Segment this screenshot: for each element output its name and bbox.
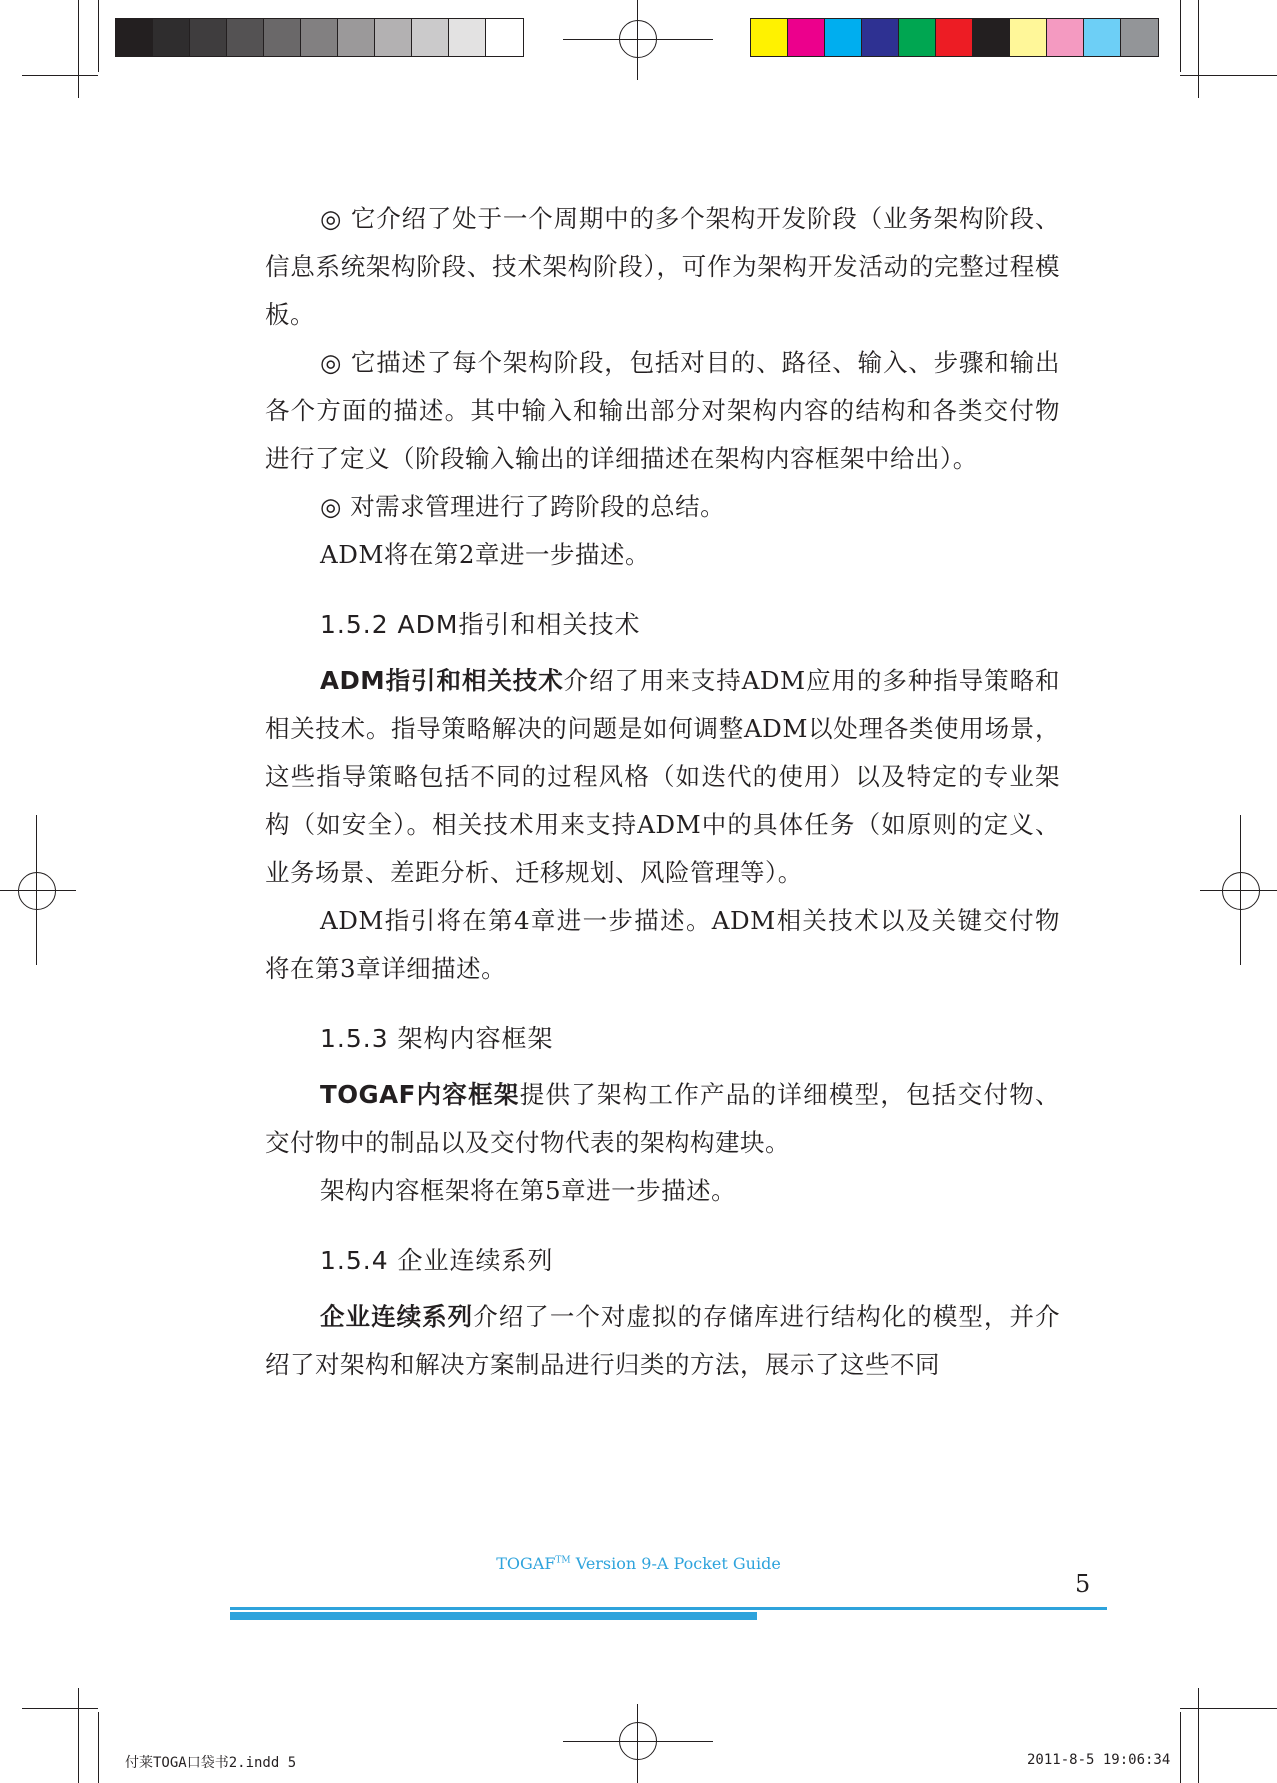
crop-mark (98, 0, 99, 72)
color-swatch (899, 19, 936, 56)
process-color-bar (750, 18, 1159, 57)
crop-mark (78, 0, 79, 98)
section-paragraph: 企业连续系列介绍了一个对虚拟的存储库进行结构化的模型，并介绍了对架构和解决方案制品进行归类的方法，展示了这些不同 (265, 1302, 1061, 1379)
color-swatch (412, 19, 449, 56)
registration-mark-top (563, 0, 713, 80)
grayscale-color-bar (115, 18, 524, 57)
color-swatch (973, 19, 1010, 56)
color-swatch (1047, 19, 1084, 56)
slug-file-info: 付莱TOGA口袋书2.indd 5 (125, 1755, 297, 1771)
bullet-paragraph: ◎ 它描述了每个架构阶段，包括对目的、路径、输入、步骤和输出各个方面的描述。其中输入和输出部分对架构内容的结构和各类交付物进行了定义（阶段输入输出的详细描述在架构内容框架中给出）。 (265, 348, 1060, 473)
color-swatch (862, 19, 899, 56)
crop-mark (22, 1708, 98, 1709)
color-swatch (936, 19, 973, 56)
color-swatch (190, 19, 227, 56)
adm-reference: ADM将在第2章进一步描述。 (320, 540, 651, 569)
slug-timestamp: 2011-8-5 19:06:34 (1027, 1752, 1171, 1768)
color-swatch (264, 19, 301, 56)
color-swatch (301, 19, 338, 56)
section-paragraph: TOGAF内容框架提供了架构工作产品的详细模型，包括交付物、交付物中的制品以及交付物代表的架构构建块。 (265, 1080, 1060, 1157)
crop-mark (1180, 1712, 1181, 1783)
color-swatch (338, 19, 375, 56)
color-swatch (825, 19, 862, 56)
color-swatch (153, 19, 190, 56)
color-swatch (1010, 19, 1047, 56)
color-swatch (486, 19, 523, 56)
bullet-paragraph: ◎ 它介绍了处于一个周期中的多个架构开发阶段（业务架构阶段、信息系统架构阶段、技术架构阶段），可作为架构开发活动的完整过程模板。 (265, 204, 1060, 329)
section-heading-1-5-2: 1.5.2 ADM指引和相关技术 (320, 610, 641, 639)
section-reference: ADM指引将在第4章进一步描述。ADM相关技术以及关键交付物将在第3章详细描述。 (265, 906, 1060, 983)
section-paragraph: ADM指引和相关技术介绍了用来支持ADM应用的多种指导策略和相关技术。指导策略解决的问题是如何调整ADM以处理各类使用场景，这些指导策略包括不同的过程风格（如迭代的使用）以及特定的专业架构（如安全）。相关技术用来支持ADM中的具体任务（如原则的定义、业务场景、差距分析、迁移规划、风险管理等）。 (265, 666, 1060, 887)
footer-rule (230, 1607, 1107, 1610)
lead-term: 企业连续系列 (320, 1302, 474, 1331)
color-swatch (751, 19, 788, 56)
footer-rule-thick (230, 1612, 757, 1620)
color-swatch (227, 19, 264, 56)
color-swatch (1121, 19, 1158, 56)
crop-mark (1180, 75, 1277, 76)
crop-mark (98, 1712, 99, 1783)
registration-mark-left (0, 815, 76, 965)
crop-mark (1180, 0, 1181, 72)
crop-mark (1198, 1688, 1199, 1783)
registration-mark-bottom (563, 1704, 713, 1783)
color-swatch (449, 19, 486, 56)
color-swatch (375, 19, 412, 56)
lead-term: TOGAF内容框架 (320, 1080, 520, 1109)
bullet-paragraph: ◎ 对需求管理进行了跨阶段的总结。 (320, 492, 726, 521)
registration-mark-right (1200, 815, 1277, 965)
section-heading-1-5-4: 1.5.4 企业连续系列 (320, 1246, 554, 1275)
crop-mark (22, 75, 98, 76)
section-heading-1-5-3: 1.5.3 架构内容框架 (320, 1024, 554, 1053)
color-swatch (1084, 19, 1121, 56)
page-number: 5 (1075, 1570, 1091, 1598)
section-reference: 架构内容框架将在第5章进一步描述。 (320, 1176, 737, 1205)
crop-mark (78, 1688, 79, 1783)
page-content (265, 195, 1060, 1389)
crop-mark (1180, 1708, 1277, 1709)
color-swatch (788, 19, 825, 56)
color-swatch (116, 19, 153, 56)
crop-mark (1198, 0, 1199, 98)
running-footer-title: TOGAF™ Version 9-A Pocket Guide (496, 1554, 781, 1573)
lead-term: ADM指引和相关技术 (320, 666, 564, 695)
